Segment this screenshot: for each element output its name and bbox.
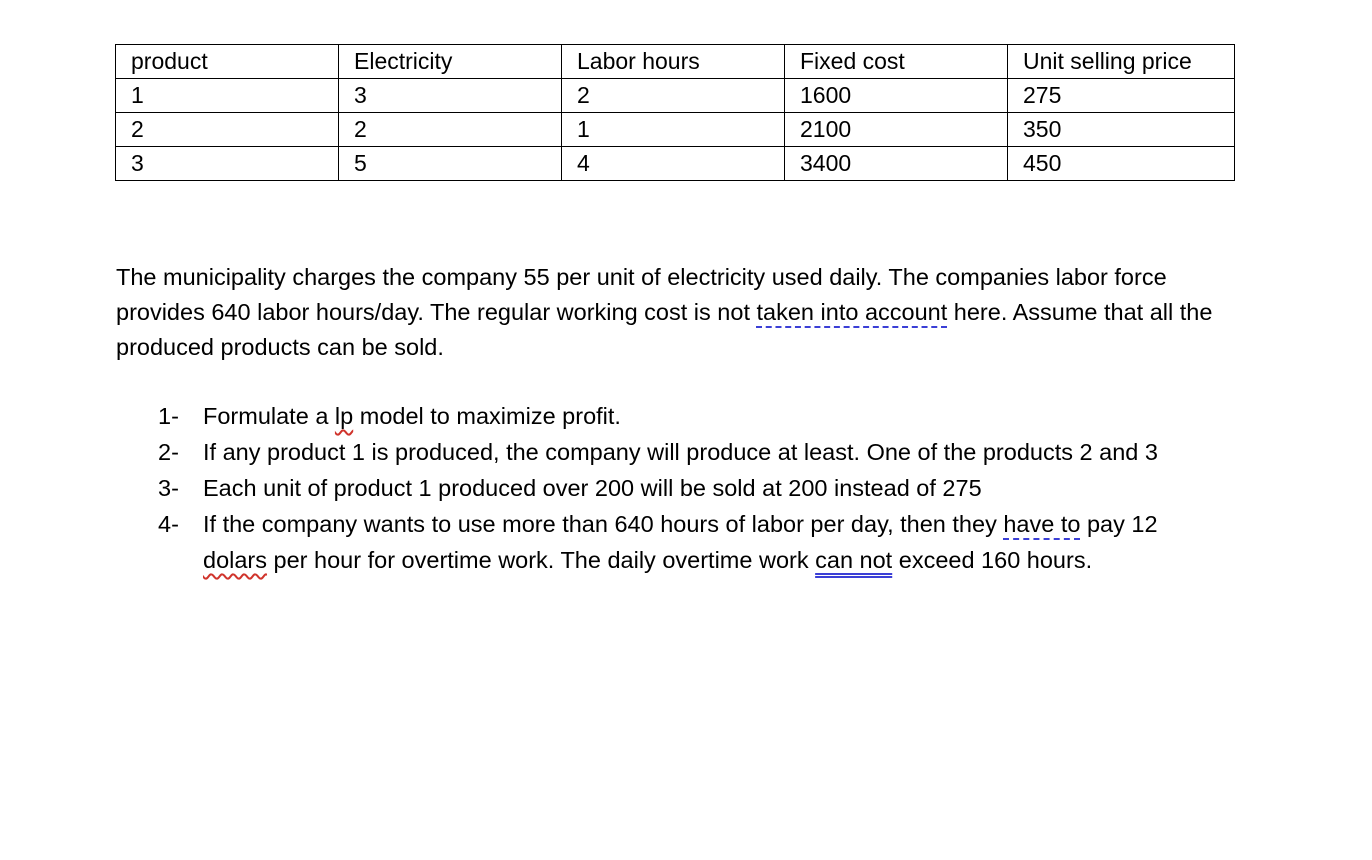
- list-item: [158, 470, 1228, 506]
- table-cell: 350: [1008, 113, 1235, 147]
- table-cell: 4: [562, 147, 785, 181]
- list-number: 2-: [158, 439, 179, 465]
- problem-description: [116, 260, 1246, 365]
- table-cell: 2: [562, 79, 785, 113]
- column-header-labor-hours: Labor hours: [562, 45, 785, 79]
- paragraph-text: The municipality charges the company 55 per unit of electricity used daily. The companies labor force provides 640 labor hours/day. The regular working cost is not: [116, 264, 1167, 325]
- table-cell: 1: [562, 113, 785, 147]
- table-cell: 3400: [785, 147, 1008, 181]
- table-row: [116, 79, 1235, 113]
- table-cell: 2100: [785, 113, 1008, 147]
- spelling-flagged-text[interactable]: lp: [334, 403, 354, 429]
- table-cell: 2: [339, 113, 562, 147]
- column-header-unit-selling-price: Unit selling price: [1008, 45, 1235, 79]
- list-number: 1-: [158, 403, 179, 429]
- text-run: per hour for overtime work. The daily overtime work: [267, 547, 816, 573]
- text-run: Formulate a: [203, 403, 335, 429]
- list-item-text: [203, 398, 1228, 434]
- list-item: [158, 434, 1228, 470]
- column-header-fixed-cost: Fixed cost: [785, 45, 1008, 79]
- list-number: 4-: [158, 511, 179, 537]
- list-number: 3-: [158, 475, 179, 501]
- text-run: pay 12: [1080, 511, 1158, 537]
- table-cell: 1600: [785, 79, 1008, 113]
- paragraph-text: here. Assume that all the produced products can be sold.: [116, 299, 1213, 360]
- list-item-text: [203, 506, 1228, 578]
- table-row: [116, 113, 1235, 147]
- grammar-flagged-text[interactable]: taken into account: [756, 299, 948, 325]
- task-list: [158, 398, 1228, 578]
- list-item-text: If any product 1 is produced, the company will produce at least. One of the products 2 and 3: [203, 439, 1158, 465]
- list-item-text: Each unit of product 1 produced over 200 will be sold at 200 instead of 275: [203, 475, 982, 501]
- column-header-electricity: Electricity: [339, 45, 562, 79]
- column-header-product: product: [116, 45, 339, 79]
- table-cell: 1: [116, 79, 339, 113]
- text-run: model to maximize profit.: [353, 403, 621, 429]
- table-cell: 3: [339, 79, 562, 113]
- table-row: [116, 147, 1235, 181]
- list-item: [158, 506, 1228, 578]
- grammar-flagged-text[interactable]: can not: [815, 547, 893, 573]
- table-cell: 5: [339, 147, 562, 181]
- text-run: If the company wants to use more than 640 hours of labor per day, then they: [203, 511, 1004, 537]
- table-cell: 3: [116, 147, 339, 181]
- text-run: exceed 160 hours.: [892, 547, 1093, 573]
- list-item: [158, 398, 1228, 434]
- table-cell: 275: [1008, 79, 1235, 113]
- product-table: [115, 44, 1235, 181]
- table-cell: 450: [1008, 147, 1235, 181]
- grammar-flagged-text[interactable]: have to: [1003, 511, 1081, 537]
- spelling-flagged-text[interactable]: dolars: [203, 547, 268, 573]
- table-header-row: [116, 45, 1235, 79]
- table-cell: 2: [116, 113, 339, 147]
